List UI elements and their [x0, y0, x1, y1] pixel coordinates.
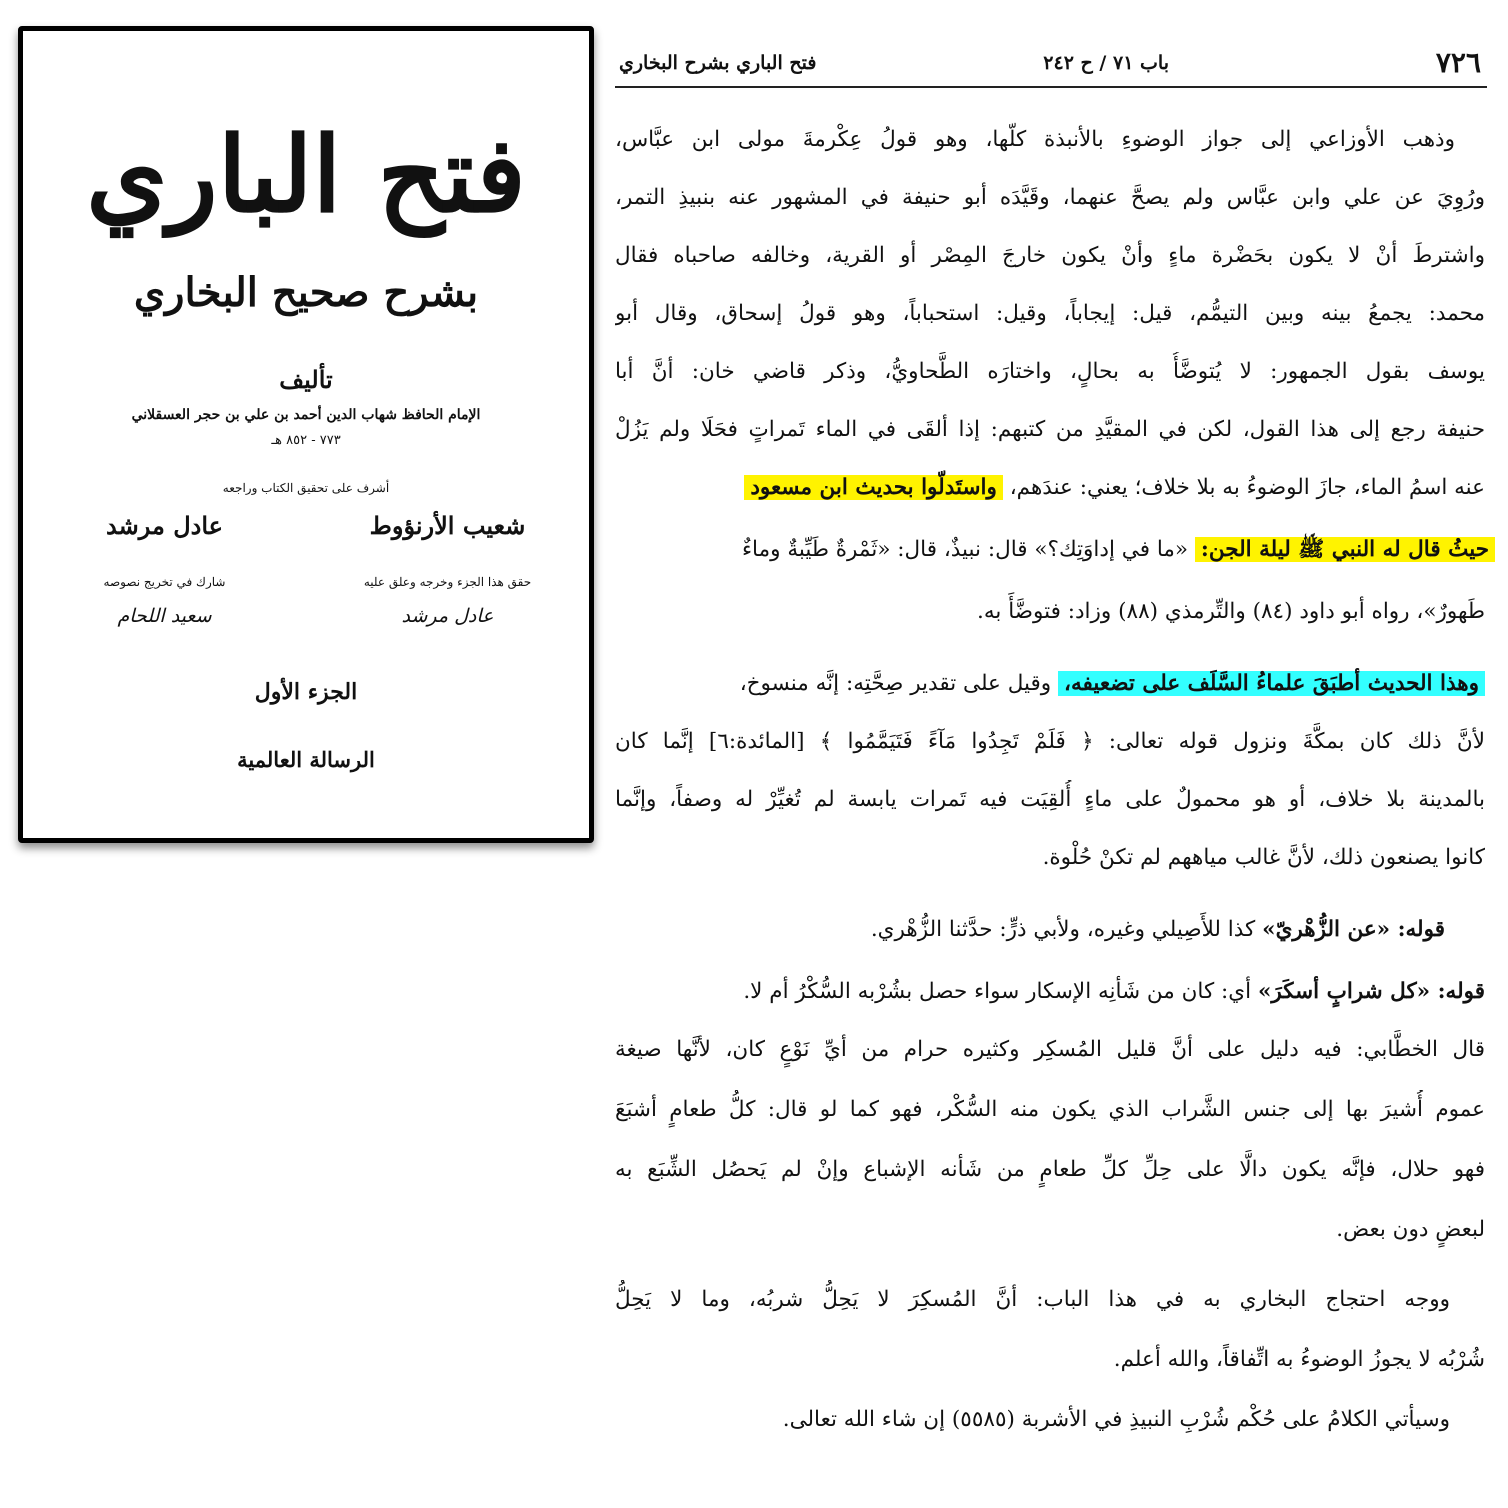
text-line: لبعضٍ دون بعض. — [1336, 1217, 1485, 1242]
text-line: واشترطَ أنْ لا يكون بحَضْرة ماءٍ وأنْ يكون خارجَ المِصْر أو القرية، وخالفه صاحباه فقال — [615, 243, 1485, 268]
text-line: وذهب الأوزاعي إلى جواز الوضوءِ بالأنبذة كلّها، وهو قولُ عِكْرمةَ مولى ابن عبَّاس، — [615, 127, 1455, 152]
cover-supervised-label: أشرف على تحقيق الكتاب وراجعه — [222, 481, 390, 495]
text-line: وسيأتي الكلامُ على حُكْم شُرْبِ النبيذِ في الأشربة (٥٥٨٥) إن شاء الله تعالى. — [782, 1407, 1450, 1432]
highlighted-text-yellow: حيثُ قال له النبي ﷺ ليلة الجن: — [1195, 537, 1495, 562]
text-segment: أي: كان من شَأنِه الإسكار سواء حصل بشُرْبه السُّكْرُ أم لا. — [743, 979, 1252, 1004]
cover-editor-right: شعيب الأرنؤوط — [369, 511, 526, 540]
text-line: طَهورٌ»، رواه أبو داود (٨٤) والتِّرمذي (٨٨) وزاد: فتوضَّأَ به. — [977, 599, 1485, 624]
text-segment: «ما في إداوَتِك؟» قال: نبيذٌ، قال: «ثَمْرةٌ طَيِّبةٌ وماءٌ — [741, 537, 1189, 562]
text-line — [615, 660, 1485, 708]
cover-title: فتح الباري — [86, 113, 526, 236]
book-cover — [18, 26, 594, 843]
running-book-title: فتح الباري بشرح البخاري — [619, 52, 817, 74]
cover-publisher: الرسالة العالمية — [237, 747, 375, 772]
page-header — [615, 44, 1487, 80]
text-line — [615, 526, 1495, 574]
text-line: شُرْبُه لا يجوزُ الوضوءُ به اتِّفاقاً، والله أعلم. — [1113, 1347, 1485, 1372]
highlighted-text-yellow: واستَدلّوا بحديث ابن مسعود — [744, 475, 1003, 500]
cover-editor-left: عادل مرشد — [106, 511, 223, 540]
text-line: عموم أُشيرَ بها إلى جنس الشَّراب الذي يكون منه السُّكْر، فهو كما لو قال: كلُّ طعامٍ أشبَعَ — [615, 1097, 1485, 1122]
cover-editors — [23, 511, 589, 540]
quote-label: قوله: «كل شرابٍ أسكَرَ» — [1257, 979, 1485, 1004]
cover-helpers — [23, 605, 589, 627]
text-line: كانوا يصنعون ذلك، لأنَّ غالب مياههم لم تكنْ حُلْوة. — [1042, 845, 1485, 870]
highlighted-text-cyan: وهذا الحديث أطبَقَ علماءُ السَّلَف على تضعيفه، — [1058, 671, 1485, 696]
cover-helper-right: عادل مرشد — [401, 605, 494, 627]
page-number: ٧٢٦ — [1435, 46, 1481, 79]
cover-helper-left: سعيد اللحام — [117, 605, 212, 627]
text-line: حنيفة رجع إلى هذا القول، لكن في المقيَّدِ من كتبهم: إذا ألقَى في الماء تَمراتٍ فحَلَا ولم يَزُلْ — [615, 417, 1485, 442]
cover-subtitle: بشرح صحيح البخاري — [133, 269, 479, 316]
text-line: قال الخطَّابي: فيه دليل على أنَّ قليل المُسكِر وكثيره حرام من أيِّ نَوْعٍ كان، لأنَّها صيغة — [615, 1037, 1485, 1062]
quote-label: قوله: «عن الزُّهْريّ» — [1262, 917, 1445, 942]
cover-author: الإمام الحافظ شهاب الدين أحمد بن علي بن حجر العسقلاني — [131, 407, 481, 423]
cover-role-left: شارك في تخريج نصوصه — [103, 575, 226, 589]
cover-volume: الجزء الأول — [254, 679, 358, 705]
text-line — [615, 910, 1445, 950]
chapter-reference: باب ٧١ / ح ٢٤٢ — [1043, 52, 1169, 74]
text-segment: عنه اسمُ الماء، جازَ الوضوءُ به بلا خلاف؛ يعني: عندَهم، — [1009, 475, 1485, 500]
text-line: ورُوِيَ عن علي وابن عبَّاس ولم يصحَّ عنهما، وقَيَّدَه أبو حنيفة في المشهور عنه بنبيذِ التمر، — [615, 185, 1485, 210]
text-line: بالمدينة بلا خلاف، أو هو محمولٌ على ماءٍ أُلقِيَت فيه تَمرات يابسة لم تُغيِّرْ له وصفاً، وإنَّما — [615, 787, 1485, 812]
header-rule — [615, 86, 1487, 88]
text-line: يوسف بقول الجمهور: لا يُتوضَّأُ به بحالٍ، واختارَه الطَّحاويُّ، وذكر قاضي خان: أنَّ أبا — [615, 359, 1485, 384]
text-segment: وقيل على تقدير صِحَّتِه: إنَّه منسوخ، — [739, 671, 1052, 696]
text-line: فهو حلال، فإنَّه يكون دالًّا على حِلِّ كلِّ طعامٍ من شَأنه الإشباع وإنْ لم يَحصُل الشِّبَع به — [615, 1157, 1485, 1182]
cover-role-right: حقق هذا الجزء وخرجه وعلق عليه — [363, 575, 532, 589]
cover-dates: ٧٧٣ - ٨٥٢ هـ — [271, 433, 341, 448]
text-line: محمد: يجمعُ بينه وبين التيمُّم، قيل: إيجاباً، وقيل: استحباباً، وهو قولُ إسحاق، وقال أبو — [615, 301, 1485, 326]
text-line: ووجه احتجاج البخاري به في هذا الباب: أنَّ المُسكِرَ لا يَحِلُّ شربُه، وما لا يَحِلُّ — [615, 1287, 1450, 1312]
cover-roles — [23, 575, 589, 589]
text-segment: كذا للأَصِيلي وغيره، ولأبي ذرٍّ: حدَّثنا الزُّهْري. — [870, 917, 1256, 942]
text-line: لأنَّ ذلك كان بمكَّةَ ونزول قوله تعالى: ﴿ فَلَمْ تَجِدُوا مَآءً فَتَيَمَّمُوا ﴾ [المائدة:٦] إنَّما كان — [615, 729, 1485, 754]
text-line — [615, 972, 1485, 1012]
cover-authored-by: تأليف — [279, 365, 333, 394]
text-line — [605, 468, 1485, 508]
